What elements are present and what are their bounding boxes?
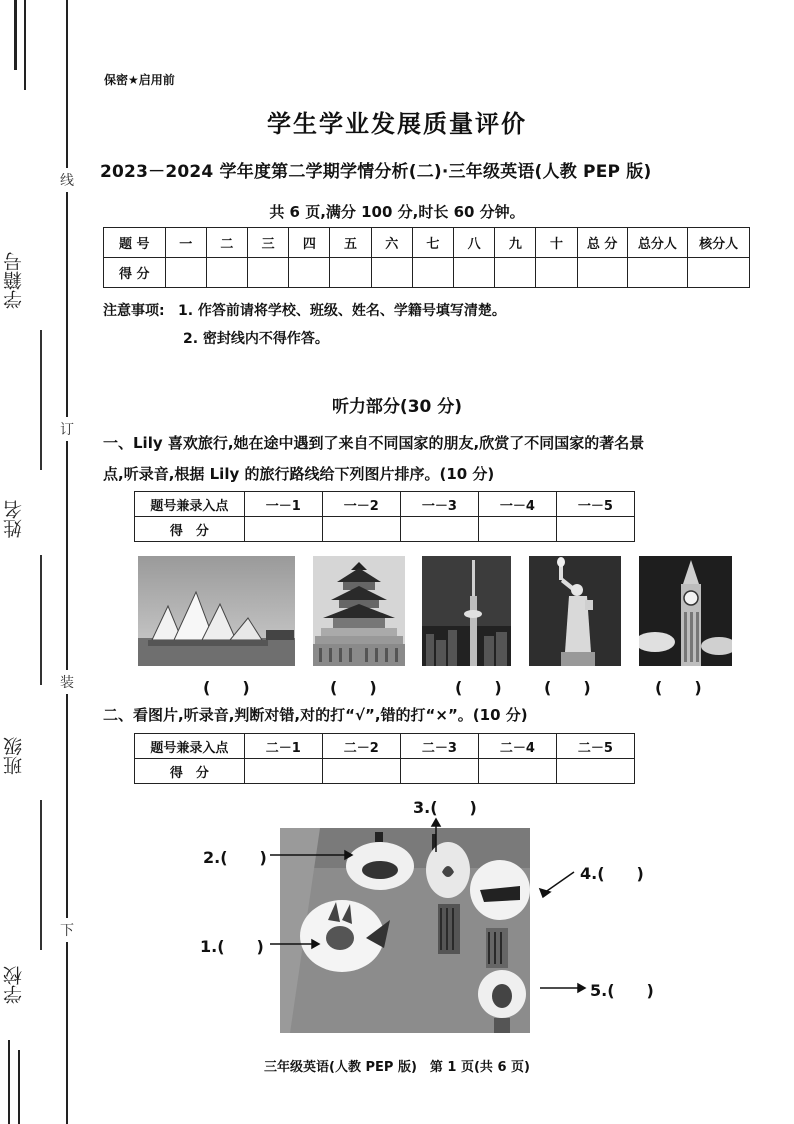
score-table-cell: 总分人: [627, 228, 688, 258]
q1-table-col: 一－1: [244, 492, 322, 517]
q1-answer-1[interactable]: ( ): [203, 678, 250, 697]
school-label: 学校: [3, 966, 25, 1004]
q2-answer-3[interactable]: 3.( ): [413, 798, 477, 817]
score-table-cell: 七: [412, 228, 453, 258]
q2-table-col: 二－4: [478, 734, 556, 759]
q1-answer-3[interactable]: ( ): [455, 678, 502, 697]
score-table-cell: 二: [206, 228, 247, 258]
name-label: 姓名: [3, 500, 25, 538]
q1-score-label: 得 分: [135, 517, 245, 542]
q1-answer-4[interactable]: ( ): [544, 678, 591, 697]
q2-score-label: 得 分: [135, 759, 245, 784]
seal-down-char: 下: [60, 918, 74, 942]
seal-pack-char: 装: [60, 670, 74, 694]
score-table-cell: 六: [371, 228, 412, 258]
q1-table-col: 一－3: [400, 492, 478, 517]
notice-item-2: 2. 密封线内不得作答。: [183, 331, 329, 347]
score-table-cell: 五: [330, 228, 371, 258]
q2-text: 二、看图片,听录音,判断对错,对的打“√”,错的打“×”。(10 分): [103, 706, 528, 724]
q2-answer-1[interactable]: 1.( ): [200, 937, 264, 956]
q1-text-line2: 点,听录音,根据 Lily 的旅行路线给下列图片排序。(10 分): [103, 465, 495, 483]
pages-note: 共 6 页,满分 100 分,时长 60 分钟。: [269, 203, 525, 221]
score-table-cell: 题 号: [104, 228, 166, 258]
q2-table-header: 题号兼录入点: [135, 734, 245, 759]
student-id-label: 学籍号: [3, 252, 25, 309]
notice-label: 注意事项:: [103, 303, 165, 319]
score-table-cell: 十: [536, 228, 577, 258]
listening-section-heading: 听力部分(30 分): [331, 397, 463, 417]
seal-line-char: 线: [60, 168, 74, 192]
q1-table-col: 一－4: [478, 492, 556, 517]
notice-item-1: 1. 作答前请将学校、班级、姓名、学籍号填写清楚。: [178, 303, 506, 319]
confidential-note: 保密★启用前: [104, 73, 175, 87]
score-table-cell: 四: [289, 228, 330, 258]
q2-table-col: 二－5: [556, 734, 634, 759]
q1-table-col: 一－5: [556, 492, 634, 517]
q1-answer-2[interactable]: ( ): [330, 678, 377, 697]
exam-subtitle: 2023－2024 学年度第二学期学情分析(二)·三年级英语(人教 PEP 版): [100, 162, 652, 182]
page-title: 学生学业发展质量评价: [267, 110, 527, 138]
score-table-cell: 一: [165, 228, 206, 258]
page-footer: 三年级英语(人教 PEP 版) 第 1 页(共 6 页): [264, 1060, 530, 1075]
q2-answer-5[interactable]: 5.( ): [590, 981, 654, 1000]
class-label: 班级: [3, 737, 25, 775]
score-table-cell: 八: [454, 228, 495, 258]
score-table-cell: 总 分: [577, 228, 627, 258]
q1-text-line1: 一、Lily 喜欢旅行,她在途中遇到了来自不同国家的朋友,欣赏了不同国家的著名景: [103, 434, 645, 452]
seal-bind-char: 订: [60, 417, 74, 441]
q2-table-col: 二－2: [322, 734, 400, 759]
q2-answer-4[interactable]: 4.( ): [580, 864, 644, 883]
q1-table-col: 一－2: [322, 492, 400, 517]
q2-table-col: 二－3: [400, 734, 478, 759]
score-table-cell: 九: [495, 228, 536, 258]
score-table-cell: 核分人: [688, 228, 750, 258]
q2-table-col: 二－1: [244, 734, 322, 759]
q1-table-header: 题号兼录入点: [135, 492, 245, 517]
score-table-row-label: 得 分: [104, 258, 166, 288]
q1-answer-5[interactable]: ( ): [655, 678, 702, 697]
q2-answer-2[interactable]: 2.( ): [203, 848, 267, 867]
score-table-cell: 三: [248, 228, 289, 258]
